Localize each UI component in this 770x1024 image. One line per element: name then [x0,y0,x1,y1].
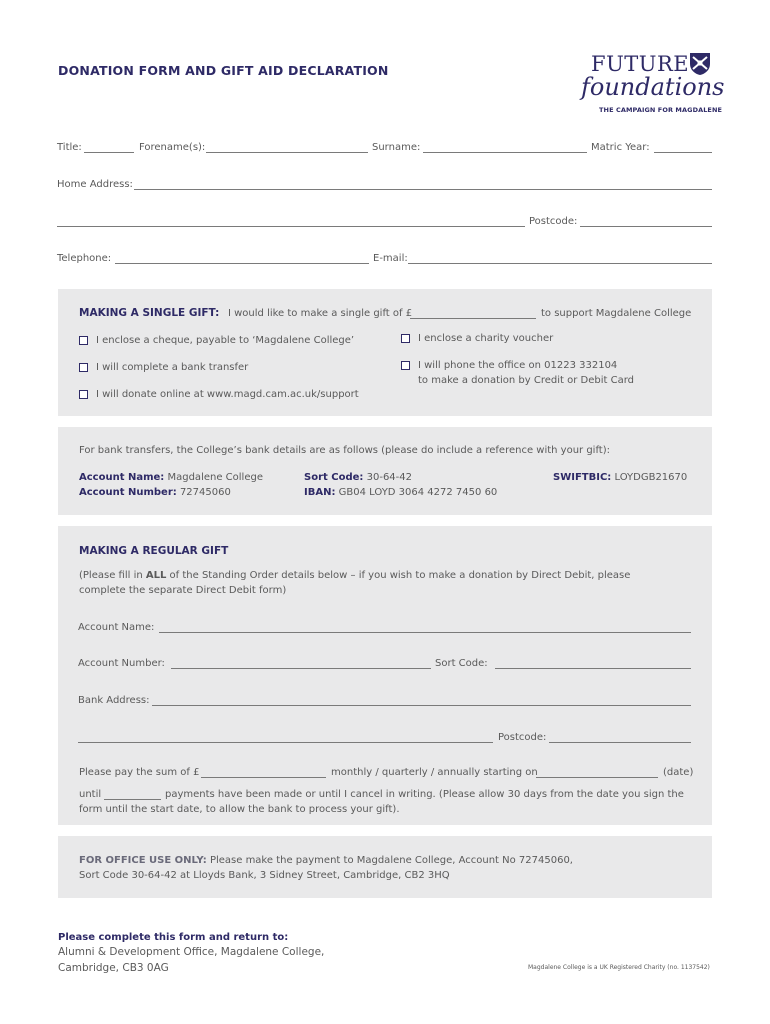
regular-gift-heading: MAKING A REGULAR GIFT [79,545,229,557]
regular-note-line2: complete the separate Direct Debit form) [79,585,287,596]
until-rest: payments have been made or until I cancel in writing. (Please allow 30 days from the date you sign the [165,789,684,800]
until-label: until [79,789,102,800]
logo-future-text: FUTURE [591,52,690,76]
so-sort-code-field[interactable] [495,668,691,669]
account-name-label: Account Name: [79,472,165,483]
iban-value: GB04 LOYD 3064 4272 7450 60 [338,487,498,498]
return-address-line1: Alumni & Development Office, Magdalene College, [58,946,325,958]
matric-year-field[interactable] [654,152,712,153]
charity-note: Magdalene College is a UK Registered Charity (no. 1137542) [528,964,710,971]
surname-field[interactable] [423,152,587,153]
bank-intro: For bank transfers, the College’s bank details are as follows (please do include a reference with your gift): [79,445,610,456]
telephone-label: Telephone: [57,253,112,264]
online-label: I will donate online at www.magd.cam.ac.uk/support [96,389,359,400]
so-account-name-field[interactable] [159,632,691,633]
title-label: Title: [57,142,82,153]
email-field[interactable] [408,263,712,264]
forename-label: Forename(s): [139,142,206,153]
until-payments-field[interactable] [104,799,161,800]
sort-code-value: 30-64-42 [366,472,412,483]
so-bank-address-line2-field[interactable] [78,742,493,743]
single-gift-intro-suffix: to support Magdalene College [541,308,692,319]
so-account-number-label: Account Number: [78,658,165,669]
form-title: DONATION FORM AND GIFT AID DECLARATION [58,63,389,78]
so-bank-address-field[interactable] [152,705,691,706]
surname-label: Surname: [372,142,421,153]
account-number-label: Account Number: [79,487,177,498]
office-use-heading: FOR OFFICE USE ONLY: [79,855,207,866]
voucher-checkbox[interactable] [401,334,410,343]
email-label: E-mail: [373,253,408,264]
logo-tagline: THE CAMPAIGN FOR MAGDALENE [599,106,723,114]
iban-label: IBAN: [304,487,336,498]
swift-label: SWIFTBIC: [553,472,612,483]
pay-sum-label: Please pay the sum of £ [79,767,200,778]
frequency-label: monthly / quarterly / annually starting on [331,767,538,778]
regular-note-line1: (Please fill in ALL of the Standing Order details below – if you wish to make a donation by Direct Debit, please [79,570,631,581]
cheque-checkbox[interactable] [79,336,88,345]
bank-transfer-checkbox[interactable] [79,363,88,372]
so-account-name-label: Account Name: [78,622,155,633]
single-gift-amount-field[interactable] [410,318,536,319]
bank-details-panel [58,427,712,515]
voucher-label: I enclose a charity voucher [418,333,554,344]
pay-sum-field[interactable] [201,777,326,778]
account-number-value: 72745060 [179,487,231,498]
single-gift-heading: MAKING A SINGLE GIFT: [79,307,220,319]
forename-field[interactable] [206,152,368,153]
matric-year-label: Matric Year: [591,142,650,153]
home-address-label: Home Address: [57,179,133,190]
return-heading: Please complete this form and return to: [58,932,289,943]
cheque-label: I enclose a cheque, payable to ‘Magdalene College’ [96,335,355,346]
single-gift-intro: I would like to make a single gift of £ [228,308,413,319]
office-use-line2: Sort Code 30-64-42 at Lloyds Bank, 3 Sidney Street, Cambridge, CB2 3HQ [79,870,450,881]
return-address-line2: Cambridge, CB3 0AG [58,962,169,974]
online-checkbox[interactable] [79,390,88,399]
phone-label-line2: to make a donation by Credit or Debit Card [418,375,635,386]
so-postcode-field[interactable] [549,742,691,743]
telephone-field[interactable] [115,263,369,264]
swift-value: LOYDGB21670 [614,472,688,483]
bank-transfer-label: I will complete a bank transfer [96,362,249,373]
home-address-field[interactable] [134,189,712,190]
date-label: (date) [663,767,694,778]
phone-checkbox[interactable] [401,361,410,370]
sort-code-label: Sort Code: [304,472,364,483]
so-bank-address-label: Bank Address: [78,695,150,706]
postcode-field[interactable] [580,226,712,227]
logo-foundations-text: foundations [581,73,725,101]
so-account-number-field[interactable] [171,668,431,669]
phone-label-line1: I will phone the office on 01223 332104 [418,360,618,371]
office-use-line1: Please make the payment to Magdalene College, Account No 72745060, [209,855,573,866]
so-postcode-label: Postcode: [498,732,547,743]
postcode-label: Postcode: [529,216,578,227]
office-use-panel [58,836,712,898]
start-date-field[interactable] [536,777,658,778]
home-address-line2-field[interactable] [57,226,525,227]
title-field[interactable] [84,152,134,153]
until-line2: form until the start date, to allow the bank to process your gift). [79,804,400,815]
so-sort-code-label: Sort Code: [435,658,488,669]
account-name-value: Magdalene College [167,472,263,483]
